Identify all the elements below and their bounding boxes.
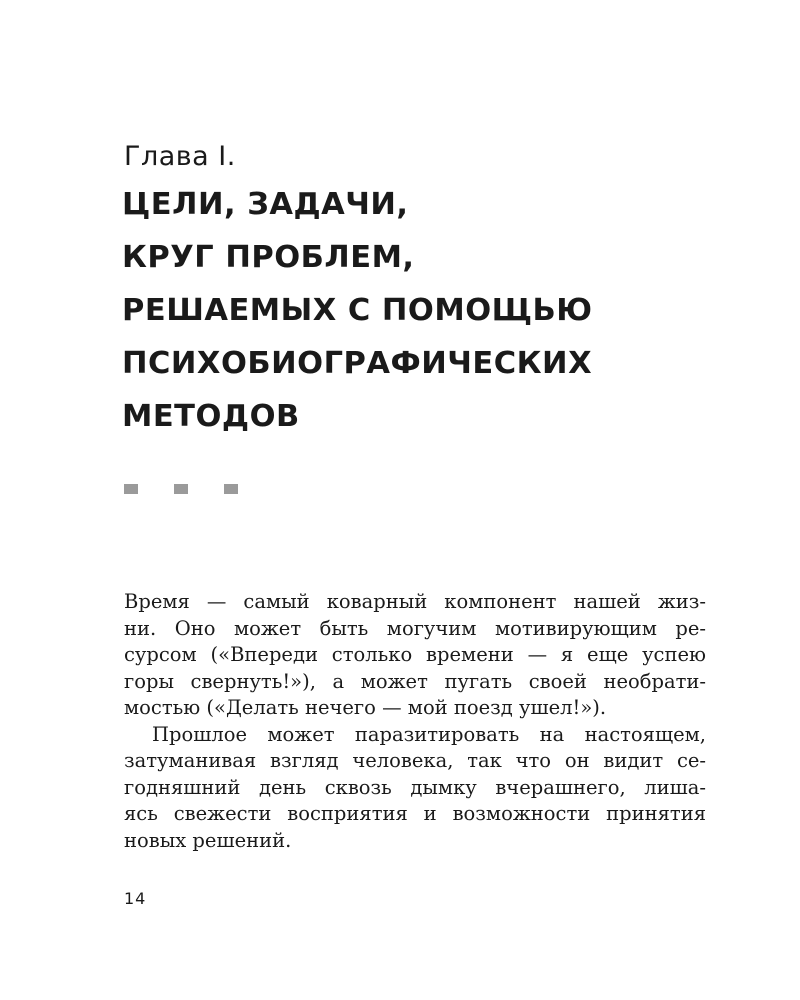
text-line: Прошлое может паразитировать на настоящем,	[152, 722, 706, 746]
text-line: затуманивая взгляд человека, так что он видит се-	[124, 749, 706, 772]
text-line: ни. Оно может быть могучим мотивирующим ре-	[124, 616, 706, 640]
text-line: горы свернуть!»), а может пугать своей необрати-	[124, 669, 706, 693]
chapter-title	[122, 178, 593, 443]
text-line: ясь свежести восприятия и возможности принятия	[124, 802, 706, 825]
text-line: годняшний день сквозь дымку вчерашнего, лиша-	[124, 775, 706, 799]
paragraph	[124, 589, 706, 722]
paragraph	[124, 722, 706, 855]
text-line: мостью («Делать нечего — мой поезд ушел!»).	[124, 696, 607, 719]
chapter-title-line: КРУГ ПРОБЛЕМ,	[122, 240, 415, 275]
chapter-title-line: МЕТОДОВ	[122, 399, 300, 434]
chapter-title-line: РЕШАЕМЫХ С ПОМОЩЬЮ	[122, 293, 593, 328]
body-text	[124, 589, 706, 854]
text-line: сурсом («Впереди столько времени — я еще успею	[124, 643, 706, 666]
text-line: новых решений.	[124, 828, 292, 852]
chapter-title-line: ПСИХОБИОГРАФИЧЕСКИХ	[122, 346, 593, 381]
text-line: Время — самый коварный компонент нашей жиз-	[124, 590, 706, 613]
section-divider-ornament	[124, 484, 238, 494]
chapter-title-line: ЦЕЛИ, ЗАДАЧИ,	[122, 187, 409, 222]
chapter-label: Глава I.	[124, 141, 236, 172]
divider-square	[224, 484, 238, 494]
divider-square	[174, 484, 188, 494]
page-number: 14	[124, 889, 147, 908]
divider-square	[124, 484, 138, 494]
